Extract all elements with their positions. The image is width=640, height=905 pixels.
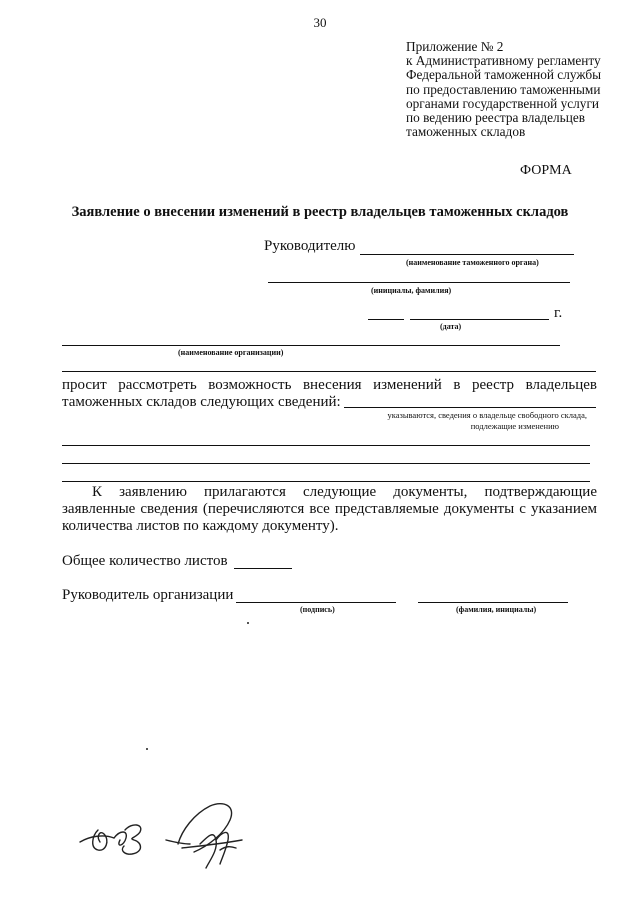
- organization-field-2[interactable]: [62, 371, 596, 372]
- appendix-line: Приложение № 2: [406, 39, 504, 54]
- appendix-line: таможенных складов: [406, 124, 526, 140]
- request-details-field[interactable]: [344, 407, 596, 408]
- signature-field[interactable]: [236, 602, 396, 603]
- date-day-field[interactable]: [368, 319, 404, 320]
- customs-organ-caption: (наименование таможенного органа): [406, 258, 539, 267]
- signature-caption: (подпись): [300, 605, 335, 614]
- handwritten-signature: [70, 800, 280, 875]
- customs-organ-field[interactable]: [360, 254, 574, 255]
- document-title: Заявление о внесении изменений в реестр владельцев таможенных складов: [71, 204, 569, 220]
- appendix-line: по ведению реестра владельцев: [406, 110, 586, 126]
- request-caption-line: подлежащие изменению: [470, 421, 559, 431]
- organization-field[interactable]: [62, 345, 560, 346]
- date-month-field[interactable]: [410, 319, 549, 320]
- appendix-line: к Административному регламенту: [406, 53, 601, 69]
- request-details-field-3[interactable]: [62, 463, 590, 464]
- request-line-1: просит рассмотреть возможность внесения изменений в реестр владельцев: [62, 377, 597, 393]
- year-suffix: г.: [554, 305, 563, 321]
- speck: [247, 622, 249, 624]
- name-caption: (фамилия, инициалы): [456, 605, 537, 614]
- form-label: ФОРМА: [520, 163, 572, 178]
- appendix-line: по предоставлению таможенными: [406, 81, 601, 97]
- addressee-prefix: Руководителю: [264, 238, 356, 254]
- date-caption: (дата): [440, 322, 462, 331]
- appendix-line: Федеральной таможенной службы: [406, 67, 602, 83]
- attachments-line-3: количества листов по каждому документу).: [62, 518, 339, 534]
- initials-caption: (инициалы, фамилия): [371, 286, 452, 295]
- speck: [146, 748, 148, 750]
- signature-label: Руководитель организации: [62, 587, 234, 603]
- appendix-header: [406, 40, 626, 139]
- page-number: 30: [313, 15, 327, 30]
- request-details-field-2[interactable]: [62, 445, 590, 446]
- attachments-line-1: К заявлению прилагаются следующие документы, подтверждающие: [92, 484, 597, 500]
- appendix-line: органами государственной услуги: [406, 95, 600, 111]
- name-field[interactable]: [418, 602, 568, 603]
- request-caption: [361, 410, 587, 432]
- organization-caption: (наименование организации): [178, 348, 284, 357]
- attachments-line-2: заявленные сведения (перечисляются все представляемые документы с указанием: [62, 501, 597, 517]
- request-line-2: таможенных складов следующих сведений:: [62, 394, 341, 410]
- total-sheets-label: Общее количество листов: [62, 553, 228, 569]
- request-caption-line: указываются, сведения о владельце свободного склада,: [387, 410, 587, 420]
- request-details-field-4[interactable]: [62, 481, 590, 482]
- total-sheets-field[interactable]: [234, 568, 292, 569]
- initials-field[interactable]: [268, 282, 570, 283]
